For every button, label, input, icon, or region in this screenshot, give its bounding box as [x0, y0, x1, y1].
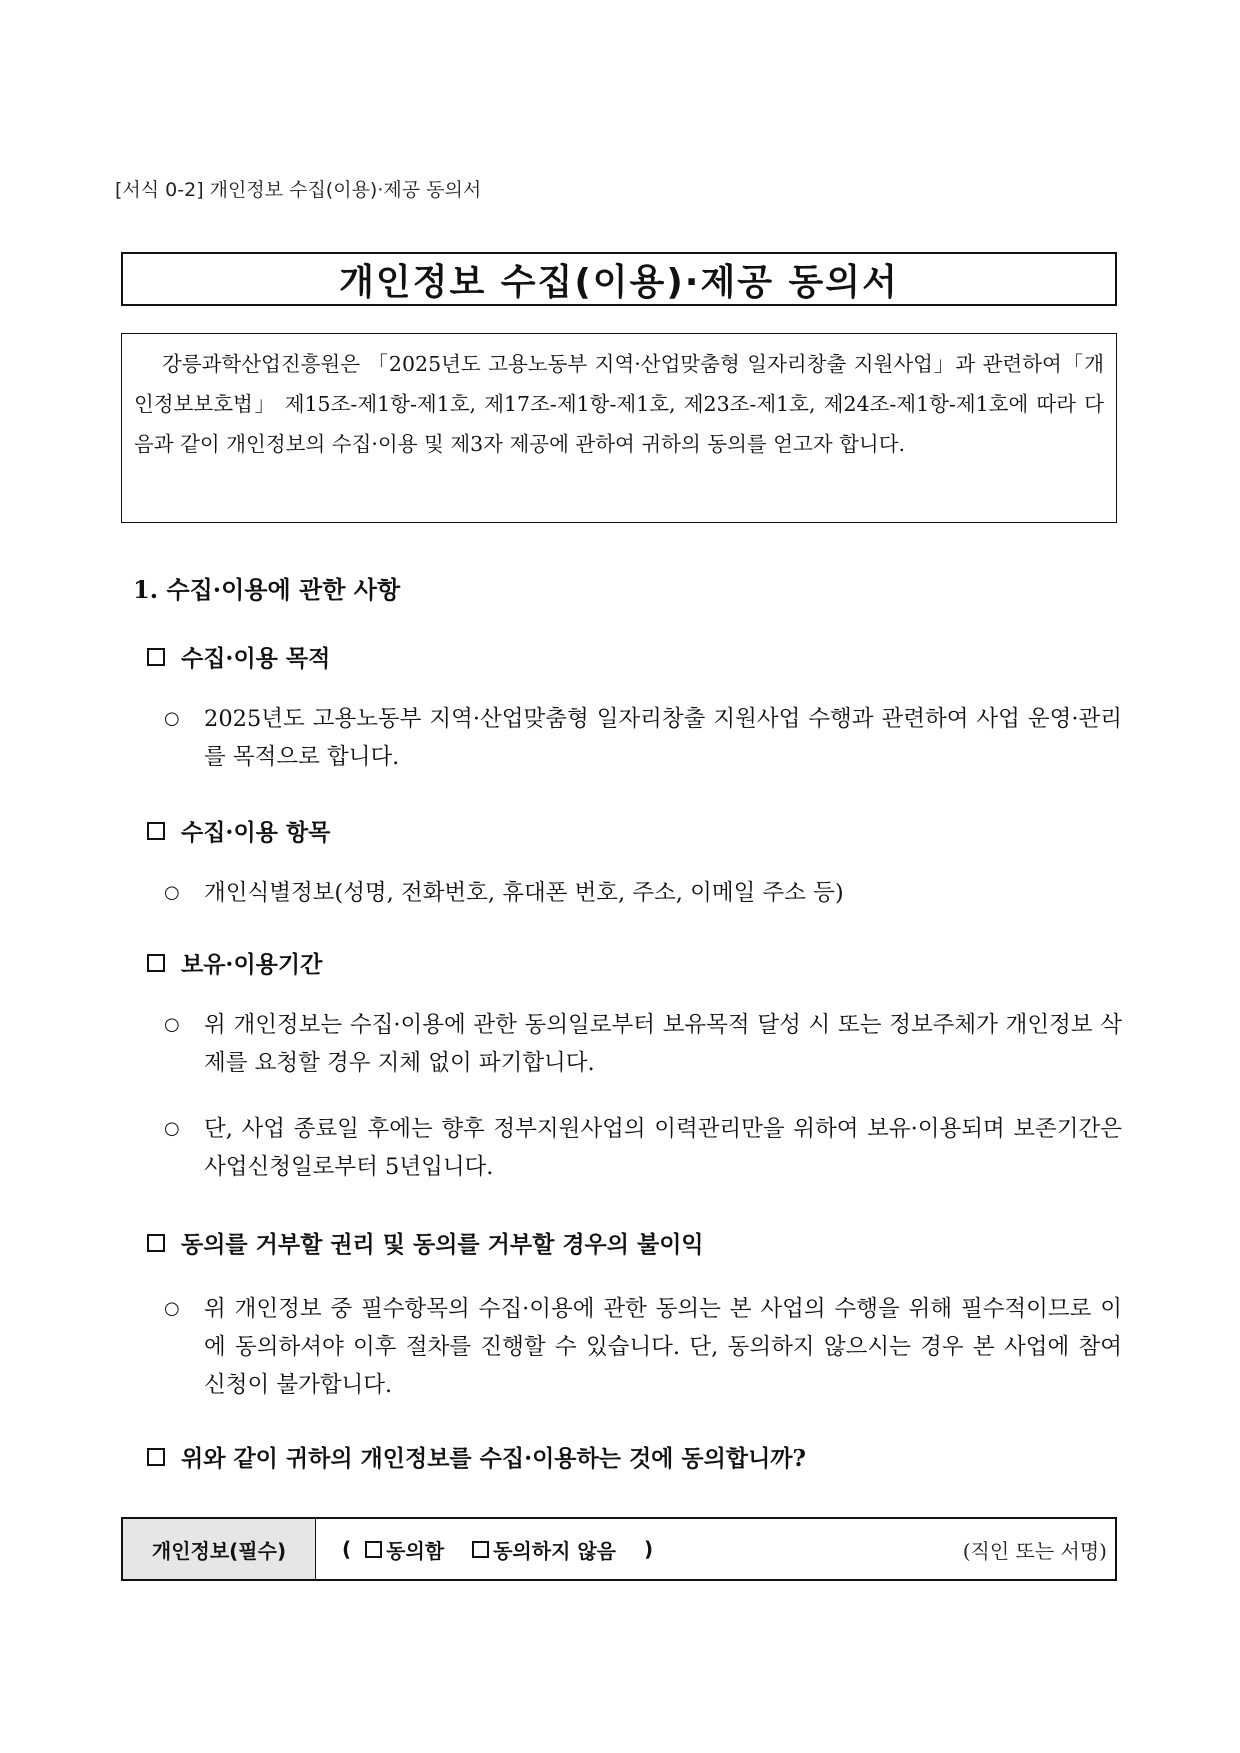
circle-bullet-icon: ○: [164, 1014, 180, 1035]
list-item: [164, 700, 1122, 776]
agree-checkbox[interactable]: [365, 1541, 382, 1558]
square-icon: [147, 1448, 165, 1466]
subsection-heading-text: 위와 같이 귀하의 개인정보를 수집·이용하는 것에 동의합니까?: [181, 1445, 806, 1472]
consent-label: 개인정보(필수): [123, 1519, 316, 1579]
list-item-text: 단, 사업 종료일 후에는 향후 정부지원사업의 이력관리만을 위하여 보유·이용되며 보존기간은 사업신청일로부터 5년입니다.: [204, 1116, 1122, 1180]
consent-options: [342, 1535, 653, 1564]
list-item: [164, 874, 1122, 912]
signature-field[interactable]: (직인 또는 서명): [962, 1538, 1107, 1563]
consent-table: [121, 1517, 1117, 1581]
list-item: [164, 1006, 1122, 1082]
disagree-label: 동의하지 않음: [493, 1538, 616, 1563]
agree-option[interactable]: [365, 1535, 444, 1564]
subsection-heading-purpose: [147, 640, 330, 673]
list-item-text: 2025년도 고용노동부 지역·산업맞춤형 일자리창출 지원사업 수행과 관련하여 사업 운영·관리를 목적으로 합니다.: [204, 706, 1122, 770]
circle-bullet-icon: ○: [164, 882, 180, 903]
subsection-heading-retention: [147, 946, 322, 979]
list-item-text: 위 개인정보는 수집·이용에 관한 동의일로부터 보유목적 달성 시 또는 정보주체가 개인정보 삭제를 요청할 경우 지체 없이 파기합니다.: [204, 1012, 1122, 1076]
square-icon: [147, 822, 165, 840]
title-box: [121, 252, 1117, 306]
close-paren: ): [644, 1537, 654, 1561]
subsection-heading-text: 보유·이용기간: [181, 951, 323, 978]
circle-bullet-icon: ○: [164, 708, 180, 729]
subsection-heading-text: 수집·이용 항목: [181, 819, 331, 846]
list-item-text: 위 개인정보 중 필수항목의 수집·이용에 관한 동의는 본 사업의 수행을 위해 필수적이므로 이에 동의하셔야 이후 절차를 진행할 수 있습니다. 단, 동의하지 않으시는 경우 본 사업에 참여 신청이 불가합니다.: [204, 1296, 1122, 1398]
square-icon: [147, 954, 165, 972]
disagree-checkbox[interactable]: [472, 1541, 489, 1558]
subsection-heading-consent-question: [147, 1440, 806, 1473]
intro-paragraph: 강릉과학산업진흥원은 「2025년도 고용노동부 지역·산업맞춤형 일자리창출 지원사업」과 관련하여「개인정보보호법」 제15조-제1항-제1호, 제17조-제1항-제1호, 제23조-제1호, 제24조-제1항-제1호에 따라 다음과 같이 개인정보의 수집·이용 및 제3자 제공에 관하여 귀하의 동의를 얻고자 합니다.: [121, 333, 1117, 523]
disagree-option[interactable]: [472, 1535, 616, 1564]
list-item-text: 개인식별정보(성명, 전화번호, 휴대폰 번호, 주소, 이메일 주소 등): [204, 880, 844, 906]
open-paren: (: [342, 1537, 352, 1561]
agree-label: 동의함: [386, 1538, 445, 1563]
form-number-tag: [서식 0-2] 개인정보 수집(이용)·제공 동의서: [115, 179, 482, 201]
page-title: 개인정보 수집(이용)·제공 동의서: [339, 261, 899, 303]
consent-options-cell: [316, 1519, 1115, 1579]
subsection-heading-text: 동의를 거부할 권리 및 동의를 거부할 경우의 불이익: [181, 1231, 704, 1258]
subsection-heading-items: [147, 814, 330, 847]
section-heading-collection-use: 1. 수집·이용에 관한 사항: [133, 575, 401, 604]
circle-bullet-icon: ○: [164, 1118, 180, 1139]
list-item: [164, 1290, 1122, 1404]
square-icon: [147, 648, 165, 666]
square-icon: [147, 1234, 165, 1252]
circle-bullet-icon: ○: [164, 1298, 180, 1319]
subsection-heading-text: 수집·이용 목적: [181, 645, 331, 672]
list-item: [164, 1110, 1122, 1186]
subsection-heading-right-to-refuse: [147, 1226, 704, 1259]
